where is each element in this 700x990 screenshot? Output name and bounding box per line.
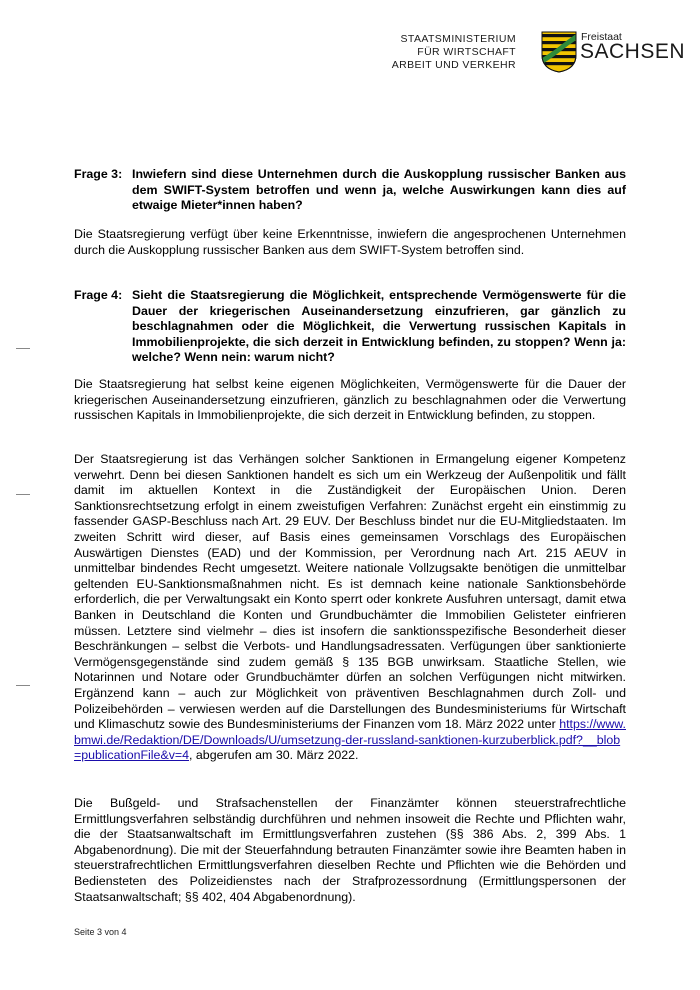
paragraph-text: Der Staatsregierung ist das Verhängen solcher Sanktionen in Ermangelung eigener Kompetenz verwehrt. Denn bei diesen Sanktionen handelt es sich um ein Werkzeug der Außenpolitik und fällt damit im aktuellen Kontext in die Zuständigkeit der Europäischen Union. Deren Sanktionsrechtsetzung erfolgt in einem zweistufigen Verfahren: Zunächst ergeht ein einstimmig zu fassender GASP-Beschluss nach Art. 29 EUV. Der Beschluss bindet nur die EU-Mitgliedstaaten. Im zweiten Schritt wird dieser, auf Basis eines gemeinsamen Vorschlags des Europäischen Auswärtigen Dienstes (EAD) und der Kommission, per Verordnung nach Art. 215 AEUV in unmittelbar bindendes Recht umgesetzt. Weitere nationale Vollzugsakte benötigen die unmittelbar geltenden EU-Sanktionsmaßnahmen nicht. Es ist demnach keine nationale Sanktionsbehörde erforderlich, die per Verwaltungsakt ein Konto sperrt oder konkrete Ausfuhren untersagt, damit etwa Banken in Deutschland die Konten und Grundbuchämter die Immobilien Gelisteter einfrieren müssen. Letztere sind vielmehr – dies ist insofern die sanktionsspezifische Besonderheit dieser Beschränkungen – selbst die Verbots- und Handlungsadressaten. Verfügungen über sanktionierte Vermögensgegenstände sind zudem gemäß § 135 BGB unwirksam. Staatliche Stellen, wie Notarinnen und Notare oder Grundbuchämter dürfen an solchen Verfügungen nicht mitwirken. Ergänzend kann – auch zur Möglichkeit von präventiven Beschlagnahmen durch Zoll- und Polizeibehörden – verwiesen werden auf die Darstellungen des Bundesministeriums für Wirtschaft und Klimaschutz sowie des Bundesministeriums der Finanzen vom 18. März 2022 unter bbox=[74, 452, 626, 732]
answer-4-paragraph-3: Die Bußgeld- und Strafsachenstellen der Finanzämter können steuerstrafrechtliche Ermittlungsverfahren selbständig durchführen und nehmen insoweit die Rechte und Pflichten wahr, die der Staatsanwaltschaft im Ermittlungsverfahren zustehen (§§ 386 Abs. 2, 399 Abs. 1 Abgabenordnung). Die mit der Steuerfahndung betrauten Finanzämter sowie ihre Beamten haben in steuerstrafrechtlichen Ermittlungsverfahren dieselben Rechte und Pflichten wie die Behörden und Bediensteten des Polizeidienstes nach der Strafprozessordnung (Ermittlungspersonen der Staatsanwaltschaft; §§ 402, 404 Abgabenordnung). bbox=[74, 796, 626, 904]
question-label: Frage 4: bbox=[74, 288, 123, 302]
bmwi-link[interactable]: https://www.bmwi.de/Redaktion/DE/Downloads/U/umsetzung-der-russland-sanktionen-kurzuberblick.pdf?__blob=publicationFile&v=4 bbox=[74, 717, 626, 763]
ministry-line-1: STAATSMINISTERIUM bbox=[400, 33, 516, 45]
answer-4-paragraph-1: Die Staatsregierung hat selbst keine eigenen Möglichkeiten, Vermögenswerte für die Dauer der kriegerischen Auseinandersetzung einzufrieren, gänzlich zu beschlagnahmen oder die Verwertung russischen Kapitals in Immobilienprojekte, die sich derzeit in Entwicklung befinden, zu stoppen. bbox=[74, 377, 626, 423]
saxony-coat-of-arms-icon bbox=[541, 31, 577, 73]
ministry-name bbox=[360, 33, 516, 72]
fold-mark bbox=[16, 348, 30, 349]
question-4 bbox=[74, 288, 626, 366]
ministry-line-3: ARBEIT UND VERKEHR bbox=[391, 59, 516, 71]
paragraph-tail: , abgerufen am 30. März 2022. bbox=[189, 748, 359, 763]
page-number: Seite 3 von 4 bbox=[74, 927, 127, 937]
fold-mark bbox=[16, 494, 30, 495]
state-label: Freistaat bbox=[581, 31, 622, 43]
state-name: SACHSEN bbox=[580, 40, 686, 63]
answer-3: Die Staatsregierung verfügt über keine Erkenntnisse, inwiefern die angesprochenen Unternehmen durch die Auskopplung russischer Banken aus dem SWIFT-System betroffen sind. bbox=[74, 227, 626, 257]
question-text: Inwiefern sind diese Unternehmen durch die Auskopplung russischer Banken aus dem SWIFT-System betroffen und wenn ja, welche Auswirkungen kann dies auf etwaige Mieter*innen haben? bbox=[132, 167, 626, 213]
punch-mark bbox=[16, 685, 30, 686]
question-label: Frage 3: bbox=[74, 167, 123, 181]
question-text: Sieht die Staatsregierung die Möglichkeit, entsprechende Vermögenswerte für die Dauer der kriegerischen Auseinandersetzung einzufrieren, gar gänzlich zu beschlagnahmen oder die Möglichkeit, die Verwertung russischen Kapitals in Immobilienprojekte, die sich derzeit in Entwicklung befinden, zu stoppen? Wenn ja: welche? Wenn nein: warum nicht? bbox=[132, 288, 626, 365]
answer-4-paragraph-2 bbox=[74, 452, 626, 764]
ministry-line-2: FÜR WIRTSCHAFT bbox=[417, 46, 516, 58]
question-3 bbox=[74, 167, 626, 214]
